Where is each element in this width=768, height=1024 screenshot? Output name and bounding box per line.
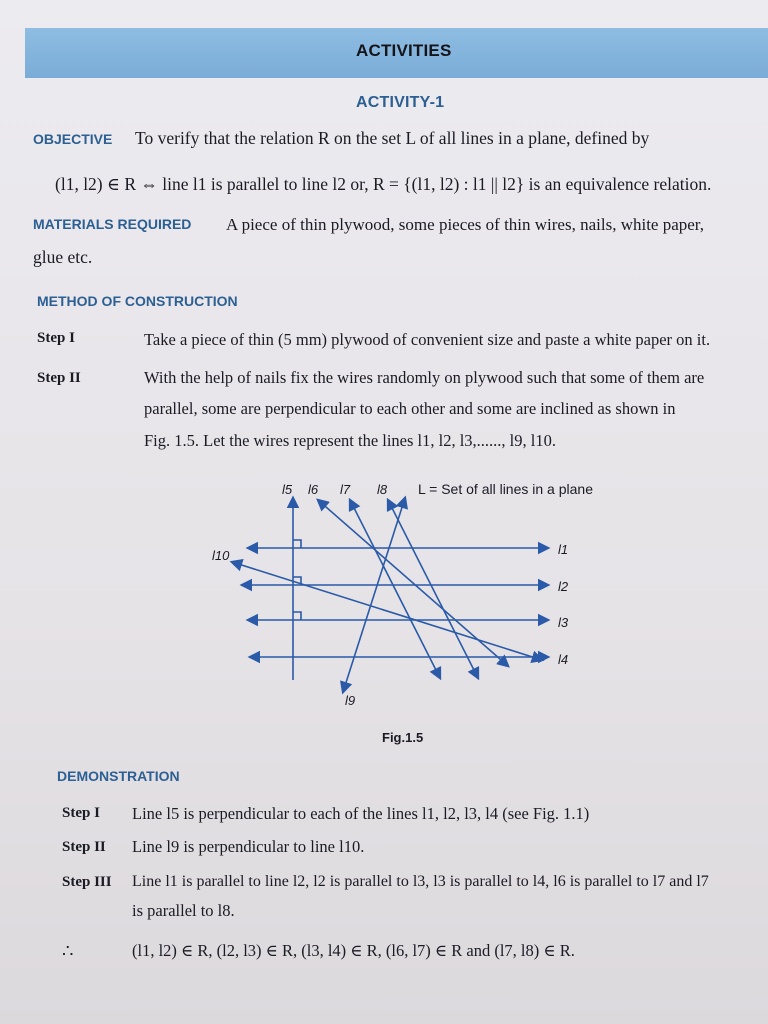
objective-line-2: (l1, l2) ∈ R ⇔ line l1 is parallel to line l2 or, R = {(l1, l2) : l1 || l2} is an equivalence relation. bbox=[55, 174, 712, 194]
demo-step-3-line-1: Line l1 is parallel to line l2, l2 is parallel to l3, l3 is parallel to l4, l6 is parallel to l7 and l7 bbox=[132, 873, 709, 890]
activity-title: ACTIVITY-1 bbox=[356, 94, 445, 111]
method-step-1-name: Step I bbox=[37, 330, 75, 346]
label-l8: l8 bbox=[377, 482, 388, 497]
page-title: ACTIVITIES bbox=[356, 41, 452, 60]
figure-caption: Fig.1.5 bbox=[382, 730, 424, 745]
line-l10 bbox=[232, 562, 542, 660]
materials-line-2: glue etc. bbox=[33, 247, 93, 267]
demo-step-3-name: Step III bbox=[62, 874, 112, 890]
method-step-2-line-1: With the help of nails fix the wires randomly on plywood such that some of them are bbox=[144, 368, 705, 387]
demo-step-1-text: Line l5 is perpendicular to each of the lines l1, l2, l3, l4 (see Fig. 1.1) bbox=[132, 804, 590, 823]
label-l1: l1 bbox=[558, 542, 569, 557]
therefore-symbol: ∴ bbox=[62, 941, 74, 961]
label-l6: l6 bbox=[308, 482, 319, 497]
demonstration-label: DEMONSTRATION bbox=[57, 768, 180, 784]
method-label: METHOD OF CONSTRUCTION bbox=[37, 293, 238, 309]
method-step-1-text: Take a piece of thin (5 mm) plywood of convenient size and paste a white paper on it. bbox=[144, 330, 711, 349]
set-label: L = Set of all lines in a plane bbox=[418, 481, 593, 497]
demo-step-3-line-2: is parallel to l8. bbox=[132, 901, 235, 920]
figure-1-5 bbox=[0, 470, 768, 730]
materials-label: MATERIALS REQUIRED bbox=[33, 216, 192, 232]
label-l10: l10 bbox=[212, 548, 230, 563]
method-step-2-line-3: Fig. 1.5. Let the wires represent the lines l1, l2, l3,......, l9, l10. bbox=[144, 431, 556, 450]
label-l7: l7 bbox=[340, 482, 351, 497]
objective-line-1: To verify that the relation R on the set L of all lines in a plane, defined by bbox=[135, 128, 650, 148]
line-l8 bbox=[388, 500, 478, 678]
demo-step-2-name: Step II bbox=[62, 839, 106, 855]
demo-step-1-name: Step I bbox=[62, 805, 100, 821]
label-l3: l3 bbox=[558, 615, 569, 630]
line-l6 bbox=[318, 500, 508, 666]
label-l2: l2 bbox=[558, 579, 569, 594]
objective-label: OBJECTIVE bbox=[33, 131, 113, 147]
label-l5: l5 bbox=[282, 482, 293, 497]
label-l9: l9 bbox=[345, 693, 356, 708]
label-l4: l4 bbox=[558, 652, 569, 667]
method-step-2-line-2: parallel, some are perpendicular to each other and some are inclined as shown in bbox=[144, 399, 676, 418]
demo-step-2-text: Line l9 is perpendicular to line l10. bbox=[132, 837, 365, 856]
line-l9 bbox=[343, 498, 405, 692]
demo-conclusion: (l1, l2) ∈ R, (l2, l3) ∈ R, (l3, l4) ∈ R, (l6, l7) ∈ R and (l7, l8) ∈ R. bbox=[132, 941, 575, 960]
materials-line-1: A piece of thin plywood, some pieces of thin wires, nails, white paper, bbox=[226, 215, 705, 234]
method-step-2-name: Step II bbox=[37, 370, 81, 386]
